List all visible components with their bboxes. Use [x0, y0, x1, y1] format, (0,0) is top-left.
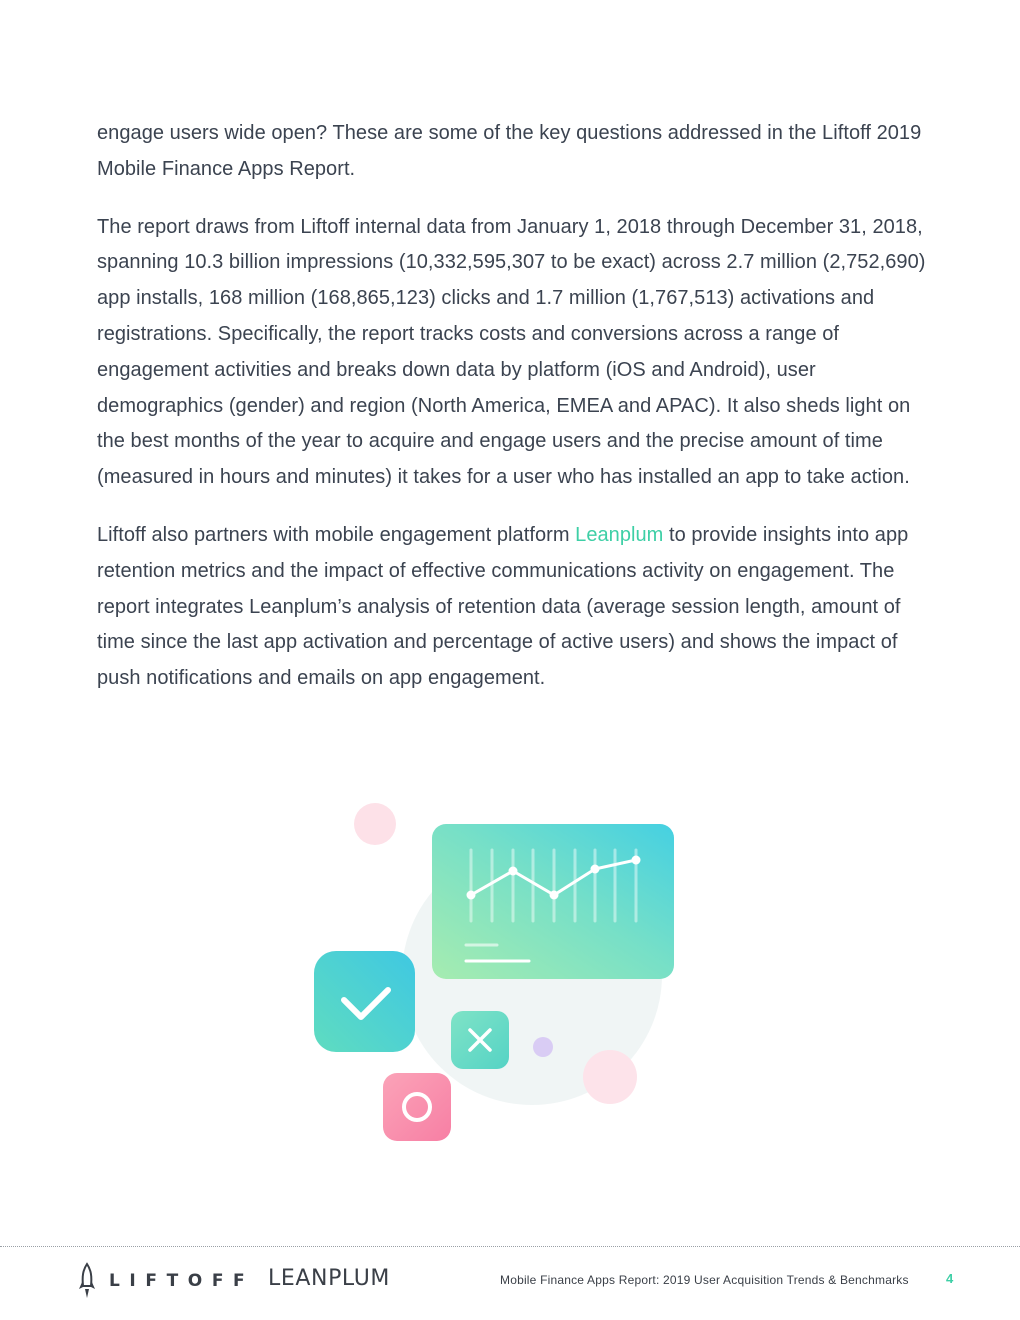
- illustration-svg: [300, 795, 700, 1155]
- liftoff-logo: [77, 1262, 254, 1300]
- page-number: 4: [946, 1271, 954, 1286]
- checkmark-icon: [314, 951, 415, 1052]
- leanplum-link[interactable]: Leanplum: [575, 523, 664, 546]
- line-chart-card-icon: [432, 824, 674, 979]
- pink-dot-bottom: [583, 1050, 637, 1104]
- paragraph-leanplum-end: to provide insights into app retention metrics and the impact of effective communications activity on engagement. The report integrates Leanplum’s analysis of retention data (average session length, amount of time since the last app activation and percentage of active users) and shows the impact of push notifications and emails on app engagement.: [97, 523, 909, 690]
- paragraph-leanplum: [97, 518, 929, 697]
- circle-icon: [383, 1073, 451, 1141]
- illustration: [300, 795, 700, 1155]
- paragraph-intro: engage users wide open? These are some of the key questions addressed in the Liftoff 2019 Mobile Finance Apps Report.: [97, 122, 922, 180]
- purple-dot: [533, 1037, 553, 1057]
- leanplum-logo: LEANPLUM: [268, 1266, 390, 1291]
- paragraph-leanplum-start: Liftoff also partners with mobile engagement platform: [97, 523, 576, 546]
- liftoff-wordmark: LIFTOFF: [109, 1271, 255, 1291]
- rocket-icon: [77, 1262, 97, 1300]
- main-content: [97, 116, 929, 719]
- footer-report-title: Mobile Finance Apps Report: 2019 User Acquisition Trends & Benchmarks: [500, 1273, 909, 1287]
- footer-divider: [0, 1246, 1020, 1247]
- pink-dot-top: [354, 803, 396, 845]
- paragraph-data-sources: The report draws from Liftoff internal data from January 1, 2018 through December 31, 2018, spanning 10.3 billion impressions (10,332,595,307 to be exact) across 2.7 million (2,752,690) app installs, 168 million (168,865,123) clicks and 1.7 million (1,767,513) activations and registrations. Specifically, the report tracks costs and conversions across a range of engagement activities and breaks down data by platform (iOS and Android), user demographics (gender) and region (North America, EMEA and APAC). It also sheds light on the best months of the year to acquire and engage users and the precise amount of time (measured in hours and minutes) it takes for a user who has installed an app to take action.: [97, 215, 926, 489]
- x-mark-icon: [451, 1011, 509, 1069]
